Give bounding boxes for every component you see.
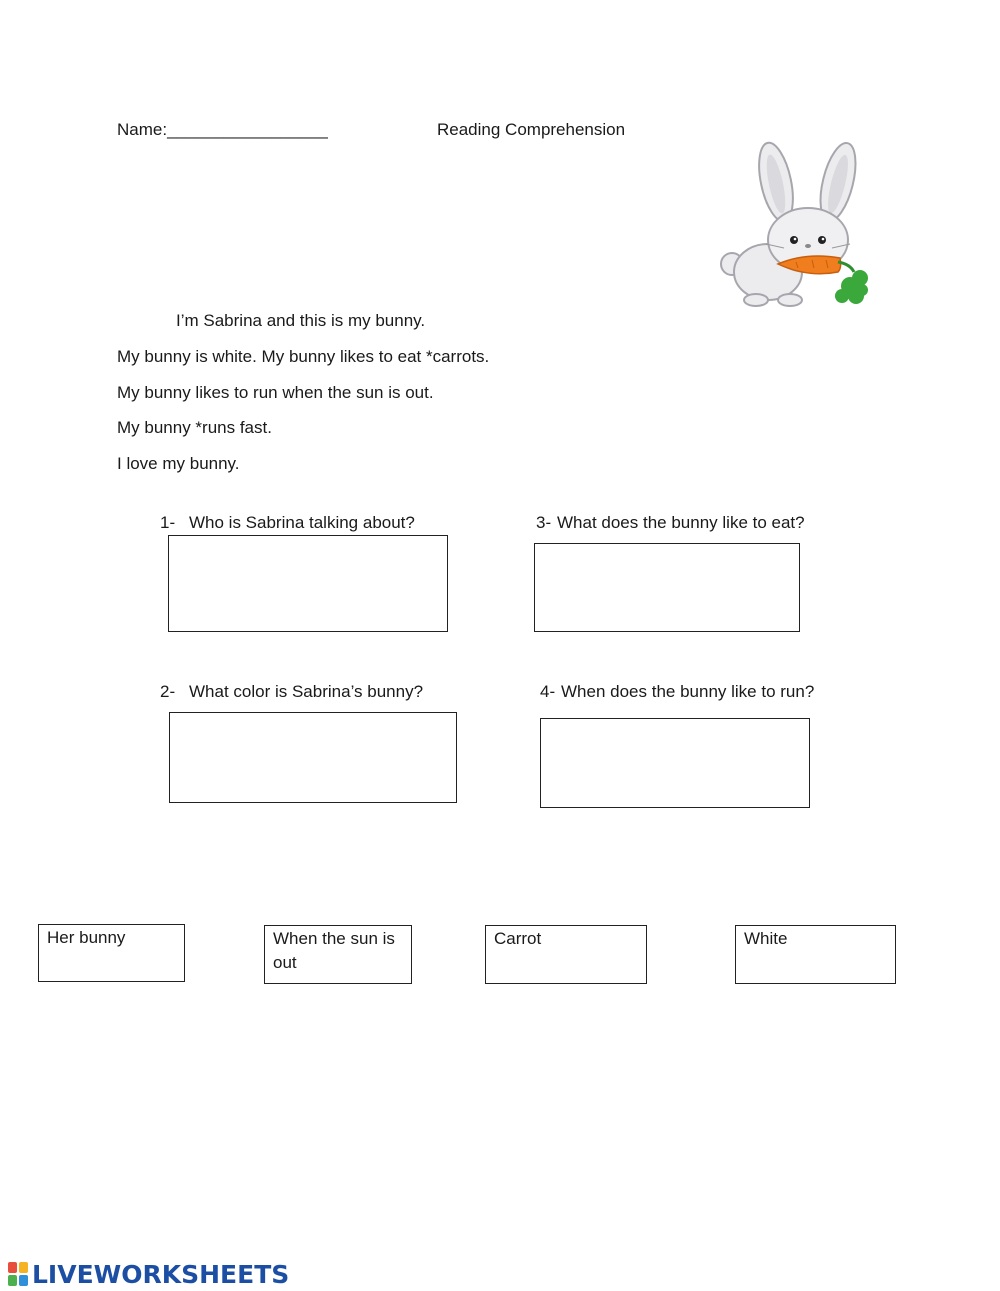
liveworksheets-logo[interactable] — [8, 1260, 289, 1288]
answer-option-when-the-sun-is-out[interactable]: When the sun is out — [264, 925, 412, 984]
story-line: My bunny is white. My bunny likes to eat *carrots. — [117, 347, 490, 366]
answer-drop-zone-4[interactable] — [540, 718, 810, 808]
answer-option-carrot[interactable]: Carrot — [485, 925, 647, 984]
answer-drop-zone-1[interactable] — [168, 535, 448, 632]
worksheet-title: Reading Comprehension — [437, 120, 626, 139]
question-1 — [160, 513, 415, 533]
story-line: I love my bunny. — [117, 454, 240, 473]
bunny-illustration-icon — [716, 140, 872, 312]
question-text: Who is Sabrina talking about? — [189, 513, 415, 532]
question-number: 1- — [160, 513, 176, 532]
answer-option-white[interactable]: White — [735, 925, 896, 984]
question-number: 2- — [160, 682, 176, 701]
story-line: My bunny likes to run when the sun is out. — [117, 383, 434, 402]
answer-drop-zone-2[interactable] — [169, 712, 457, 803]
question-text: What color is Sabrina’s bunny? — [189, 682, 424, 701]
question-3 — [536, 513, 805, 533]
question-number: 4- — [540, 682, 556, 701]
story-line: I’m Sabrina and this is my bunny. — [176, 311, 426, 330]
answer-drop-zone-3[interactable] — [534, 543, 800, 632]
logo-text: LIVEWORKSHEETS — [32, 1259, 290, 1289]
answer-option-her-bunny[interactable]: Her bunny — [38, 924, 185, 982]
question-text: What does the bunny like to eat? — [557, 513, 805, 532]
question-number: 3- — [536, 513, 552, 532]
liveworksheets-logo-icon — [8, 1262, 28, 1286]
name-field-label: Name:_________________ — [117, 120, 328, 139]
question-2 — [160, 682, 423, 702]
story-line: My bunny *runs fast. — [117, 418, 272, 437]
question-4 — [540, 682, 814, 702]
question-text: When does the bunny like to run? — [561, 682, 815, 701]
